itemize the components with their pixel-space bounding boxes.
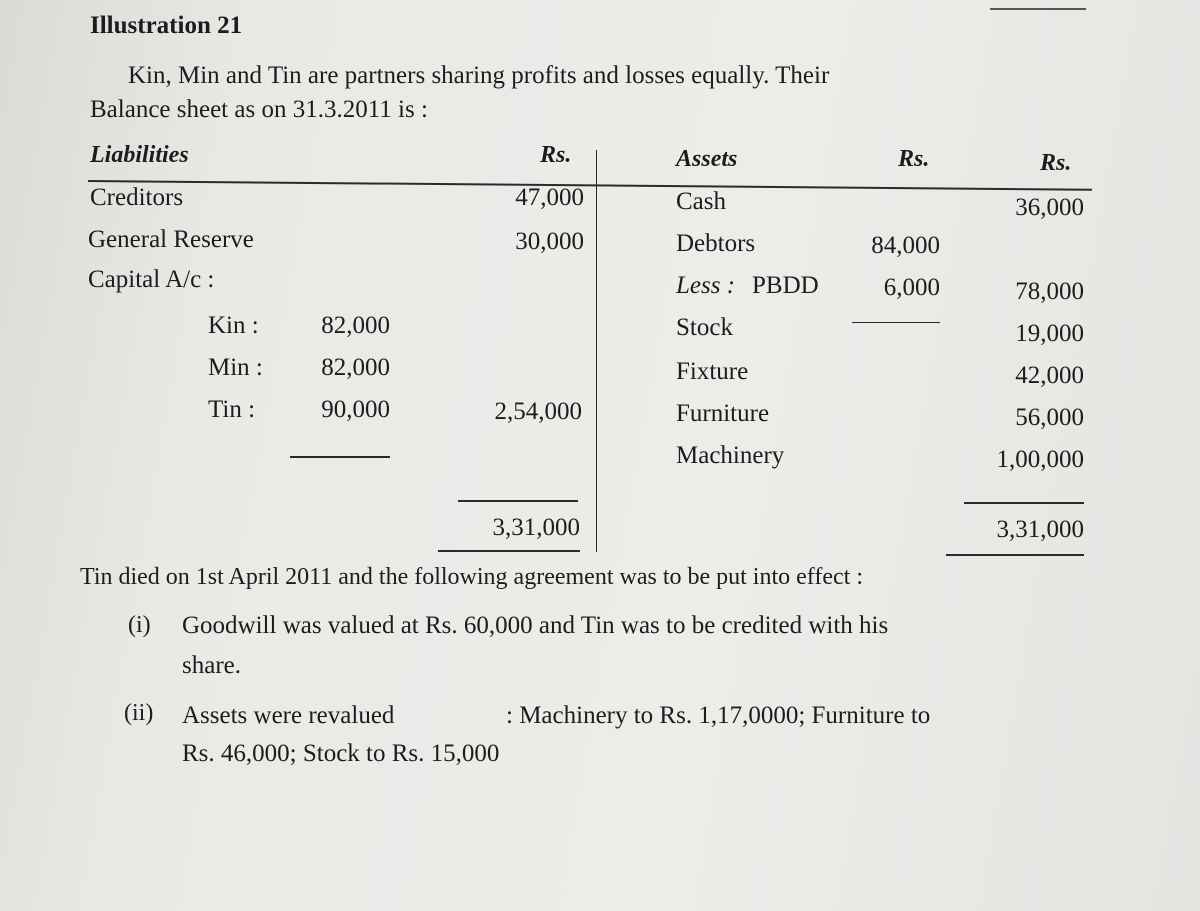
assets-total-top-rule: [964, 502, 1084, 504]
kin-label: Kin :: [208, 312, 259, 339]
debtors-inner-amount: 84,000: [871, 232, 940, 259]
column-divider: [596, 150, 597, 552]
pbdd-label: PBDD: [752, 272, 819, 299]
machinery-label: Machinery: [676, 442, 785, 469]
item-2-line-2: Rs. 46,000; Stock to Rs. 15,000: [182, 740, 500, 767]
intro-line-2: Balance sheet as on 31.3.2011 is :: [90, 96, 428, 123]
machinery-amount: 1,00,000: [996, 446, 1084, 473]
header-assets-rs-inner: Rs.: [898, 146, 930, 172]
liabilities-total-bottom-rule: [438, 550, 580, 552]
net-debtors-amount: 78,000: [1015, 278, 1084, 305]
general-reserve-label: General Reserve: [88, 226, 254, 253]
creditors-amount: 47,000: [515, 184, 584, 211]
pbdd-inner-amount: 6,000: [883, 274, 940, 301]
liabilities-total: 3,31,000: [492, 514, 580, 541]
capital-label: Capital A/c :: [88, 266, 215, 293]
tin-amount: 90,000: [321, 396, 390, 423]
capital-subtotal-rule: [290, 456, 390, 458]
top-decorative-rule: [990, 8, 1086, 10]
illustration-title: Illustration 21: [90, 12, 243, 39]
less-prefix: Less :: [676, 272, 736, 299]
item-2-line-1a: Assets were revalued: [182, 702, 395, 729]
furniture-amount: 56,000: [1015, 404, 1084, 431]
fixture-label: Fixture: [676, 358, 749, 385]
item-1-line-1: Goodwill was valued at Rs. 60,000 and Tin was to be credited with his: [182, 612, 889, 639]
min-label: Min :: [208, 354, 263, 381]
pbdd-subtotal-rule: [852, 322, 940, 323]
stock-amount: 19,000: [1015, 320, 1084, 347]
item-1-line-2: share.: [182, 652, 241, 679]
assets-total-bottom-rule: [946, 554, 1084, 556]
item-2-line-1b: : Machinery to Rs. 1,17,0000; Furniture to: [506, 702, 931, 729]
general-reserve-amount: 30,000: [515, 228, 584, 255]
fixture-amount: 42,000: [1015, 362, 1084, 389]
death-statement: Tin died on 1st April 2011 and the following agreement was to be put into effect :: [80, 564, 863, 590]
header-assets-rs-outer: Rs.: [1040, 150, 1072, 176]
intro-line-1: Kin, Min and Tin are partners sharing profits and losses equally. Their: [128, 62, 830, 89]
tin-label: Tin :: [208, 396, 256, 423]
cash-label: Cash: [676, 188, 726, 215]
capital-total: 2,54,000: [494, 398, 582, 425]
min-amount: 82,000: [321, 354, 390, 381]
liabilities-total-top-rule: [458, 500, 578, 502]
item-1-marker: (i): [128, 612, 151, 638]
debtors-label: Debtors: [676, 230, 756, 257]
creditors-label: Creditors: [90, 184, 184, 211]
furniture-label: Furniture: [676, 400, 770, 427]
item-2-marker: (ii): [124, 700, 154, 726]
cash-amount: 36,000: [1015, 194, 1084, 221]
header-assets: Assets: [676, 146, 738, 172]
header-rule: [88, 180, 1092, 191]
assets-total: 3,31,000: [996, 516, 1084, 543]
stock-label: Stock: [676, 314, 733, 341]
kin-amount: 82,000: [321, 312, 390, 339]
header-liabilities: Liabilities: [90, 142, 189, 168]
header-liabilities-rs: Rs.: [540, 142, 572, 168]
